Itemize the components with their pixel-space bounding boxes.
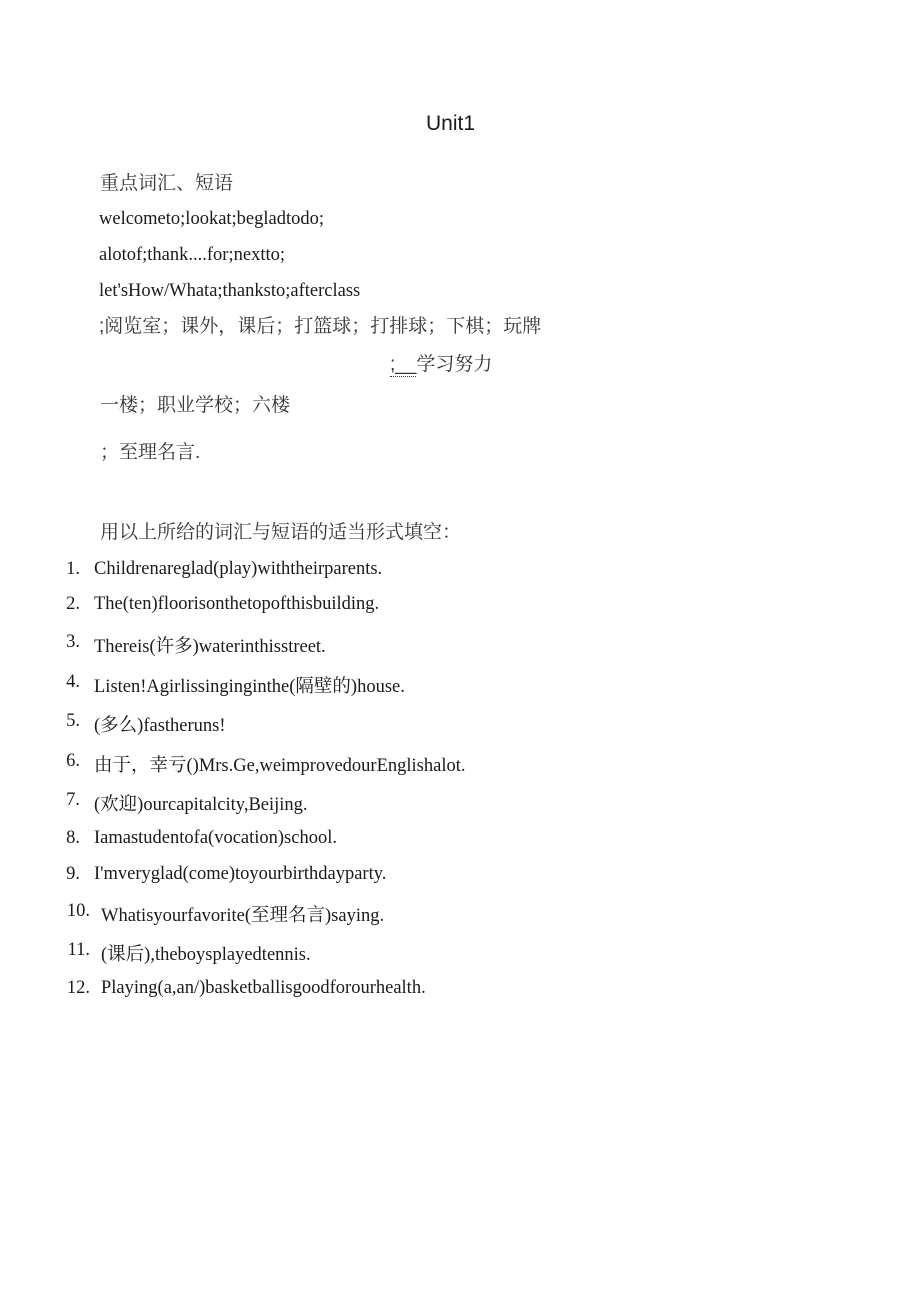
exercise-number: 5. (66, 711, 80, 731)
exercise-text: Thereis(许多)waterinthisstreet. (94, 637, 326, 657)
exercise-text: I'mveryglad(come)toyourbirthdayparty. (94, 864, 387, 884)
vocab-heading: 重点词汇、短语 (100, 173, 234, 194)
exercise-number: 11. (67, 940, 90, 960)
vocab-line-2: alotof;thank....for;nextto; (99, 245, 285, 265)
page-title: Unit1 (426, 112, 476, 135)
exercise-number: 6. (66, 751, 80, 771)
exercise-text: (课后),theboysplayedtennis. (101, 945, 311, 965)
exercise-text: Iamastudentofa(vocation)school. (94, 828, 337, 848)
exercise-number: 4. (66, 672, 80, 692)
exercise-number: 2. (66, 594, 80, 614)
instruction: 用以上所给的词汇与短语的适当形式填空： (100, 522, 462, 543)
exercise-number: 8. (66, 828, 80, 848)
study-hard-line (390, 349, 492, 376)
vocab-line-4: ;阅览室；课外，课后；打篮球；打排球；下棋；玩牌 (99, 316, 542, 337)
exercise-text: The(ten)floorisonthetopofthisbuilding. (94, 594, 380, 614)
vocab-line-1: welcometo;lookat;begladtodo; (99, 209, 325, 229)
exercise-text: (多么)fastheruns! (94, 716, 226, 736)
exercise-number: 10. (66, 901, 90, 921)
vocab-line-3: let'sHow/Whata;thanksto;afterclass (99, 281, 361, 301)
exercise-number: 9. (66, 864, 80, 884)
exercise-text: Listen!Agirlissinginginthe(隔壁的)house. (94, 677, 405, 697)
blank-marker: ;__ (390, 354, 417, 375)
exercise-text: (欢迎)ourcapitalcity,Beijing. (94, 795, 308, 815)
exercise-text: Playing(a,an/)basketballisgoodforourhealth. (101, 978, 426, 998)
exercise-number: 7. (66, 790, 80, 810)
exercise-number: 1. (66, 559, 80, 579)
exercise-text: 由于，幸亏()Mrs.Ge,weimprovedourEnglishalot. (94, 756, 466, 776)
vocab-line-6: ；至理名言. (100, 442, 201, 463)
exercise-text: Childrenareglad(play)withtheirparents. (94, 559, 383, 579)
exercise-number: 3. (66, 632, 80, 652)
exercise-text: Whatisyourfavorite(至理名言)saying. (101, 906, 385, 926)
study-hard-text: 学习努力 (416, 354, 493, 375)
vocab-line-5: 一楼；职业学校；六楼 (100, 395, 291, 416)
exercise-number: 12. (66, 978, 90, 998)
